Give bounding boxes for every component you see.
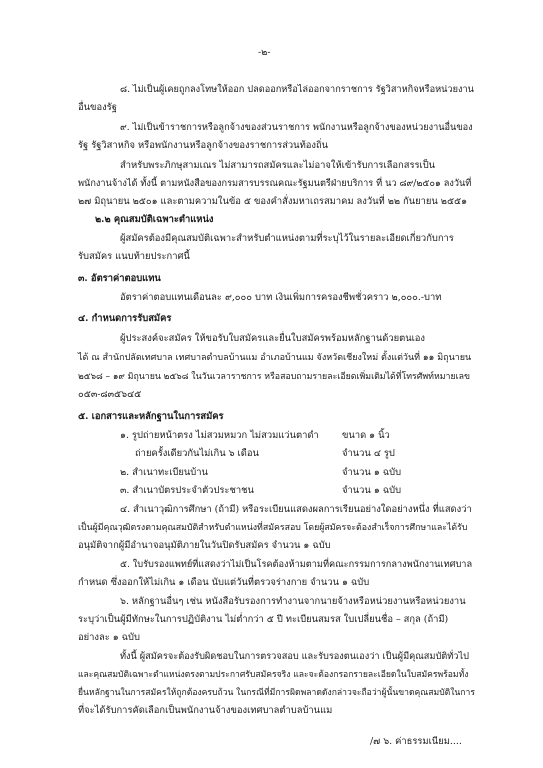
section-3-heading: ๓. อัตราค่าตอบแทน bbox=[78, 273, 161, 284]
monk-note-line-3: ๒๗ มิถุนายน ๒๕๐๑ และตามความในข้อ ๕ ของคำสั่งมหาเถรสมาคม ลงวันที่ ๒๒ กันยายน ๒๕๕๑ bbox=[78, 196, 468, 207]
doc-1-left: ๑. รูปถ่ายหน้าตรง ไม่สวมหมวก ไม่สวมแว่นตาดำ bbox=[120, 430, 319, 441]
doc-4-line-3: อนุมัติจากผู้มีอำนาจอนุมัติภายในวันปิดรับสมัคร จำนวน ๑ ฉบับ bbox=[78, 540, 331, 551]
qualification-8-line-2: อื่นของรัฐ bbox=[78, 102, 117, 113]
doc-1b-right: จำนวน ๔ รูป bbox=[342, 448, 395, 459]
qualification-9-line-2: รัฐ รัฐวิสาหกิจ หรือพนักงานหรือลูกจ้างของราชการส่วนท้องถิ่น bbox=[78, 140, 329, 151]
responsibility-line-3: ยื่นหลักฐานในการสมัครให้ถูกต้องครบถ้วน ในกรณีที่มีการผิดพลาดดังกล่าวจะถือว่าผู้นั้นขาดคุณสมบัติในการ bbox=[78, 688, 475, 698]
doc-3-left: ๓. สำเนาบัตรประจำตัวประชาชน bbox=[120, 485, 254, 496]
doc-3-right: จำนวน ๑ ฉบับ bbox=[342, 485, 402, 496]
doc-4-line-1: ๔. สำเนาวุฒิการศึกษา (ถ้ามี) หรือระเบียนแสดงผลการเรียนอย่างใดอย่างหนึ่ง ที่แสดงว่า bbox=[120, 504, 472, 515]
schedule-line-2: ได้ ณ สำนักปลัดเทศบาล เทศบาลตำบลบ้านแม อำเภอบ้านแม จังหวัดเชียงใหม่ ตั้งแต่วันที่ ๑๑ มิถุนายน bbox=[78, 353, 472, 363]
doc-1b-left: ถ่ายครั้งเดียวกันไม่เกิน ๖ เดือน bbox=[135, 448, 259, 459]
doc-5-line-1: ๕. ใบรับรองแพทย์ที่แสดงว่าไม่เป็นโรคต้องห้ามตามที่คณะกรรมการกลางพนักงานเทศบาล bbox=[120, 559, 473, 570]
section-5-heading: ๕. เอกสารและหลักฐานในการสมัคร bbox=[78, 411, 224, 422]
page-number: -๒- bbox=[258, 47, 271, 58]
schedule-phone: ๐๕๓-๘๓๕๖๔๕ bbox=[78, 389, 142, 400]
qualification-9-line-1: ๙. ไม่เป็นข้าราชการหรือลูกจ้างของส่วนราชการ พนักงานหรือลูกจ้างของหน่วยงานอื่นของ bbox=[120, 122, 473, 133]
responsibility-line-2: และคุณสมบัติเฉพาะตำแหน่งตรงตามประกาศรับสมัครจริง และจะต้องกรอกรายละเอียดในใบสมัครพร้อมทั้ง bbox=[78, 670, 469, 680]
doc-2-left: ๒. สำเนาทะเบียนบ้าน bbox=[120, 467, 208, 478]
doc-5-line-2: กำหนด ซึ่งออกให้ไม่เกิน ๑ เดือน นับแต่วันที่ตรวจร่างกาย จำนวน ๑ ฉบับ bbox=[78, 577, 370, 588]
schedule-line-3: ๒๕๖๘ – ๑๙ มิถุนายน ๒๕๖๘ ในวันเวลาราชการ หรือสอบถามรายละเอียดเพิ่มเติมได้ที่โทรศัพท์หมายเลข bbox=[78, 372, 471, 382]
continuation-note: /๗ ๖. ค่าธรรมเนียม.... bbox=[370, 736, 462, 747]
doc-6-line-3: อย่างละ ๑ ฉบับ bbox=[78, 632, 140, 643]
doc-2-right: จำนวน ๑ ฉบับ bbox=[342, 467, 402, 478]
monk-note-line-1: สำหรับพระภิกษุสามเณร ไม่สามารถสมัครและไม่อาจให้เข้ารับการเลือกสรรเป็น bbox=[120, 160, 436, 171]
doc-4-line-2: เป็นผู้มีคุณวุฒิตรงตามคุณสมบัติสำหรับตำแหน่งที่สมัครสอบ โดยผู้สมัครจะต้องสำเร็จการศึกษาและได้รับ bbox=[78, 523, 468, 533]
specific-qualification-line-2: รับสมัคร แนบท้ายประกาศนี้ bbox=[78, 251, 190, 262]
monk-note-line-2: พนักงานจ้างได้ ทั้งนี้ ตามหนังสือของกรมสารบรรณคณะรัฐมนตรีฝ่ายบริการ ที่ นว ๘๙/๒๕๐๑ ลงวันที่ bbox=[78, 178, 472, 189]
responsibility-line-4: ที่จะได้รับการคัดเลือกเป็นพนักงานจ้างของเทศบาลตำบลบ้านแม bbox=[78, 705, 333, 716]
doc-1-right: ขนาด ๑ นิ้ว bbox=[342, 430, 390, 441]
doc-6-line-2: ระบุว่าเป็นผู้มีทักษะในการปฏิบัติงาน ไม่ต่ำกว่า ๕ ปี ทะเบียนสมรส ใบเปลี่ยนชื่อ – สกุล (ถ้ามี) bbox=[78, 614, 449, 625]
schedule-line-1: ผู้ประสงค์จะสมัคร ให้ขอรับใบสมัครและยื่นใบสมัครพร้อมหลักฐานด้วยตนเอง bbox=[120, 333, 426, 344]
responsibility-line-1: ทั้งนี้ ผู้สมัครจะต้องรับผิดชอบในการตรวจสอบ และรับรองตนเองว่า เป็นผู้มีคุณสมบัติทั่วไป bbox=[120, 651, 469, 662]
compensation-line: อัตราค่าตอบแทนเดือนละ ๙,๐๐๐ บาท เงินเพิ่มการครองชีพชั่วคราว ๒,๐๐๐.-บาท bbox=[120, 292, 442, 303]
doc-6-line-1: ๖. หลักฐานอื่นๆ เช่น หนังสือรับรองการทำงานจากนายจ้างหรือหน่วยงานหรือหน่วยงาน bbox=[120, 596, 466, 607]
section-2-2-heading: ๒.๒ คุณสมบัติเฉพาะตำแหน่ง bbox=[95, 214, 214, 225]
section-4-heading: ๔. กำหนดการรับสมัคร bbox=[78, 313, 172, 324]
qualification-8-line-1: ๘. ไม่เป็นผู้เคยถูกลงโทษให้ออก ปลดออกหรือไล่ออกจากราชการ รัฐวิสาหกิจหรือหน่วยงาน bbox=[120, 84, 474, 95]
specific-qualification-line-1: ผู้สมัครต้องมีคุณสมบัติเฉพาะสำหรับตำแหน่งตามที่ระบุไว้ในรายละเอียดเกี่ยวกับการ bbox=[120, 233, 454, 244]
